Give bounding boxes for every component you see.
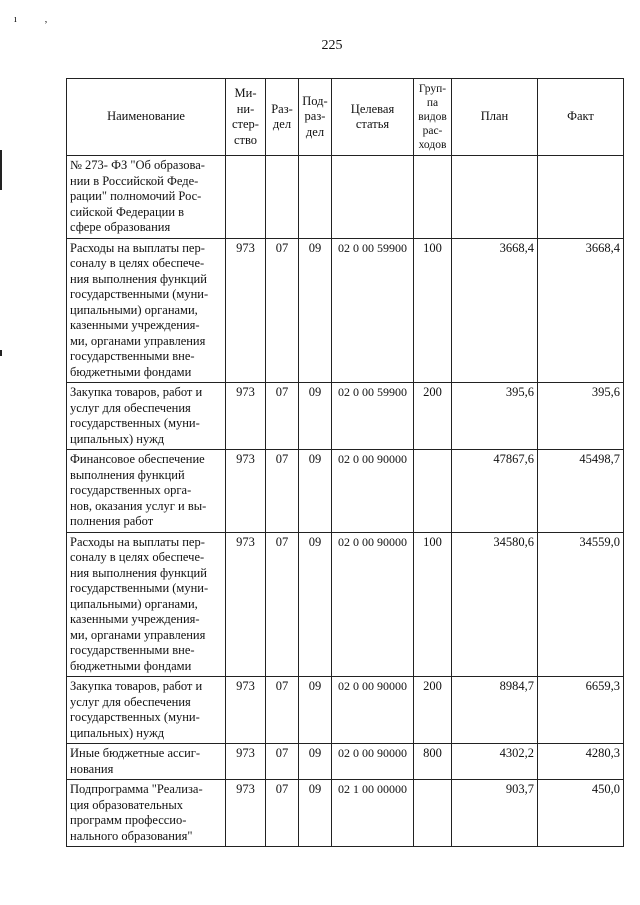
cell-section: 07 — [266, 238, 299, 383]
cell-name: Расходы на выплаты пер- соналу в целях обеспече- ния выполнения функций государственными (муни- ципальными) органами, казенными учреждения- ми, органами управления государственными вне- бюджетными фондами — [67, 532, 226, 677]
cell-fact: 4280,3 — [538, 744, 624, 780]
cell-target: 02 0 00 90000 — [332, 450, 414, 533]
cell-ministry: 973 — [226, 532, 266, 677]
header-expense-group: Груп- па видов рас- ходов — [414, 79, 452, 156]
cell-plan: 8984,7 — [452, 677, 538, 744]
cell-section: 07 — [266, 780, 299, 847]
cell-name: Иные бюджетные ассиг- нования — [67, 744, 226, 780]
cell-plan: 903,7 — [452, 780, 538, 847]
cell-fact: 3668,4 — [538, 238, 624, 383]
cell-fact: 34559,0 — [538, 532, 624, 677]
cell-plan: 4302,2 — [452, 744, 538, 780]
header-subsection: Под- раз- дел — [299, 79, 332, 156]
cell-expense-group: 100 — [414, 532, 452, 677]
cell-expense-group: 200 — [414, 383, 452, 450]
cell-fact: 450,0 — [538, 780, 624, 847]
cell-target: 02 0 00 90000 — [332, 532, 414, 677]
scan-edge-mark — [0, 350, 2, 356]
table-row — [67, 677, 624, 744]
cell-fact — [538, 156, 624, 239]
cell-ministry — [226, 156, 266, 239]
table-body — [67, 156, 624, 847]
cell-expense-group: 100 — [414, 238, 452, 383]
cell-fact: 395,6 — [538, 383, 624, 450]
cell-name: № 273- ФЗ "Об образова- нии в Российской Феде- рации" полномочий Рос- сийской Федерации в сфере образования — [67, 156, 226, 239]
cell-name: Расходы на выплаты пер- соналу в целях обеспече- ния выполнения функций государственными (муни- ципальными) органами, казенными учреждения- ми, органами управления государственными вне- бюджетными фондами — [67, 238, 226, 383]
cell-fact: 6659,3 — [538, 677, 624, 744]
cell-section: 07 — [266, 677, 299, 744]
cell-target: 02 0 00 59900 — [332, 238, 414, 383]
cell-name: Закупка товаров, работ и услуг для обеспечения государственных (муни- ципальных) нужд — [67, 383, 226, 450]
cell-plan: 34580,6 — [452, 532, 538, 677]
cell-expense-group: 200 — [414, 677, 452, 744]
cell-subsection: 09 — [299, 383, 332, 450]
table-row — [67, 156, 624, 239]
cell-plan: 3668,4 — [452, 238, 538, 383]
cell-target: 02 0 00 59900 — [332, 383, 414, 450]
cell-expense-group — [414, 780, 452, 847]
cell-fact: 45498,7 — [538, 450, 624, 533]
cell-section: 07 — [266, 450, 299, 533]
cell-subsection: 09 — [299, 450, 332, 533]
header-plan: План — [452, 79, 538, 156]
cell-target: 02 0 00 90000 — [332, 677, 414, 744]
header-fact: Факт — [538, 79, 624, 156]
cell-plan: 47867,6 — [452, 450, 538, 533]
cell-subsection — [299, 156, 332, 239]
cell-subsection: 09 — [299, 744, 332, 780]
header-ministry: Ми- ни- стер- ство — [226, 79, 266, 156]
cell-plan: 395,6 — [452, 383, 538, 450]
cell-section: 07 — [266, 744, 299, 780]
cell-section: 07 — [266, 383, 299, 450]
table-header-row — [67, 79, 624, 156]
cell-expense-group — [414, 450, 452, 533]
cell-section: 07 — [266, 532, 299, 677]
cell-ministry: 973 — [226, 238, 266, 383]
table-row — [67, 383, 624, 450]
cell-ministry: 973 — [226, 780, 266, 847]
cell-target: 02 1 00 00000 — [332, 780, 414, 847]
cell-subsection: 09 — [299, 238, 332, 383]
table-row — [67, 238, 624, 383]
table-row — [67, 532, 624, 677]
cell-name: Закупка товаров, работ и услуг для обеспечения государственных (муни- ципальных) нужд — [67, 677, 226, 744]
header-section: Раз- дел — [266, 79, 299, 156]
cell-ministry: 973 — [226, 383, 266, 450]
cell-ministry: 973 — [226, 450, 266, 533]
cell-target — [332, 156, 414, 239]
cell-ministry: 973 — [226, 677, 266, 744]
budget-table — [66, 78, 624, 847]
header-name: Наименование — [67, 79, 226, 156]
cell-target: 02 0 00 90000 — [332, 744, 414, 780]
cell-subsection: 09 — [299, 780, 332, 847]
cell-expense-group — [414, 156, 452, 239]
table-row — [67, 450, 624, 533]
cell-ministry: 973 — [226, 744, 266, 780]
cell-section — [266, 156, 299, 239]
cell-subsection: 09 — [299, 677, 332, 744]
cell-name: Подпрограмма "Реализа- ция образовательных программ профессио- нального образования" — [67, 780, 226, 847]
cell-expense-group: 800 — [414, 744, 452, 780]
header-target: Целевая статья — [332, 79, 414, 156]
cell-plan — [452, 156, 538, 239]
cell-name: Финансовое обеспечение выполнения функций государственных орга- нов, оказания услуг и вы- полнения работ — [67, 450, 226, 533]
scan-specks: ı , — [14, 14, 48, 25]
scan-edge-mark — [0, 150, 2, 190]
cell-subsection: 09 — [299, 532, 332, 677]
table-row — [67, 744, 624, 780]
page-number: 225 — [321, 38, 343, 53]
table-row — [67, 780, 624, 847]
